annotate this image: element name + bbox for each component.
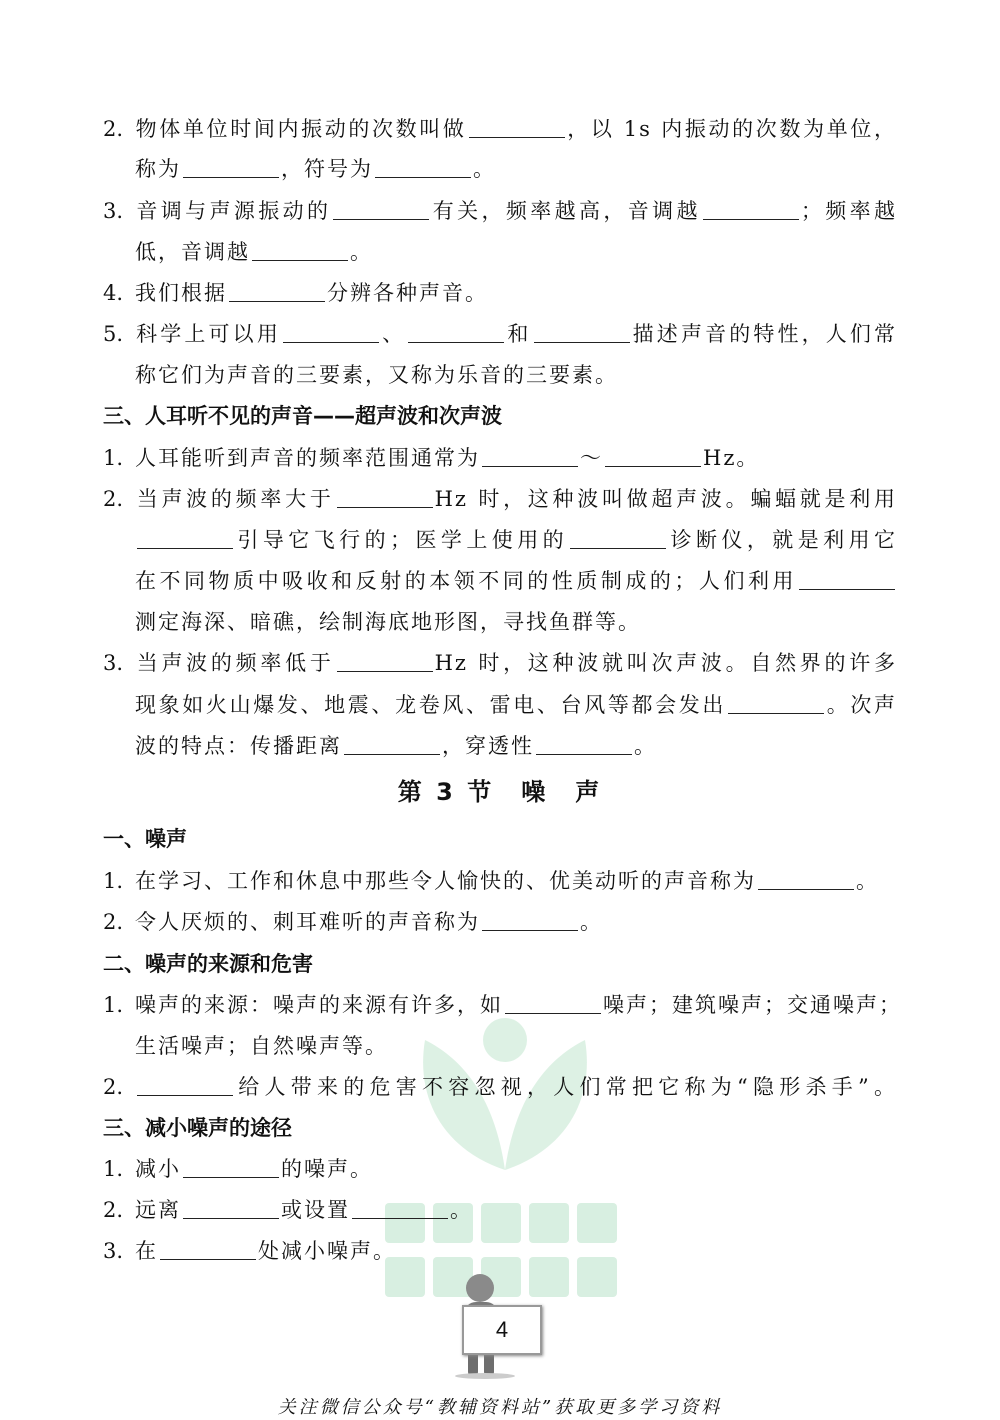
- question-number: 2.: [103, 1075, 124, 1099]
- question-number: 2.: [103, 910, 124, 934]
- fill-in-blank[interactable]: [183, 1196, 279, 1219]
- question-text: Hz。: [703, 446, 760, 470]
- question-text: 波的特点：传播距离: [135, 734, 342, 758]
- section-heading: 三、减小噪声的途径: [103, 1116, 292, 1140]
- question-text: 噪声的来源：噪声的来源有许多，如: [135, 993, 503, 1017]
- question-text: 人耳能听到声音的频率范围通常为: [135, 446, 480, 470]
- question-line: [103, 866, 897, 896]
- question-line: [135, 525, 897, 555]
- question-line: [103, 1072, 897, 1102]
- question-line: [135, 690, 897, 720]
- fill-in-blank[interactable]: [605, 444, 701, 467]
- fill-in-blank[interactable]: [344, 732, 440, 755]
- fill-in-blank[interactable]: [283, 320, 379, 343]
- question-text: ～: [580, 446, 603, 470]
- fill-in-blank[interactable]: [534, 320, 630, 343]
- question-text: 测定海深、暗礁，绘制海底地形图，寻找鱼群等。: [135, 610, 641, 634]
- fill-in-blank[interactable]: [536, 732, 632, 755]
- fill-in-blank[interactable]: [482, 908, 578, 931]
- question-text: 现象如火山爆发、地震、龙卷风、雷电、台风等都会发出: [135, 693, 727, 717]
- question-text: Hz 时，这种波叫做超声波。蝙蝠就是利用: [434, 487, 897, 511]
- question-line: [135, 731, 897, 761]
- fill-in-blank[interactable]: [183, 155, 279, 178]
- question-text: 当声波的频率低于: [135, 651, 335, 675]
- question-text: ，穿透性: [442, 734, 534, 758]
- question-text: 。: [634, 734, 657, 758]
- question-text: 。: [350, 240, 373, 264]
- fill-in-blank[interactable]: [799, 567, 895, 590]
- page-number: 4: [462, 1305, 542, 1355]
- fill-in-blank[interactable]: [570, 526, 666, 549]
- fill-in-blank[interactable]: [728, 691, 824, 714]
- fill-in-blank[interactable]: [352, 1196, 448, 1219]
- fill-in-blank[interactable]: [337, 649, 433, 672]
- question-line: [103, 907, 897, 937]
- question-text: 音调与声源振动的: [135, 199, 332, 223]
- question-text: 减小: [135, 1157, 181, 1181]
- chapter-title: 第 3 节 噪 声: [397, 778, 603, 806]
- question-line: [103, 278, 897, 308]
- question-text: 、: [380, 322, 407, 346]
- fill-in-blank[interactable]: [333, 197, 429, 220]
- fill-in-blank[interactable]: [703, 197, 799, 220]
- question-line: [103, 443, 897, 473]
- question-line: [103, 196, 897, 226]
- question-text: 。次声: [826, 693, 898, 717]
- question-text: 在: [135, 1239, 158, 1263]
- question-text: 当声波的频率大于: [135, 487, 335, 511]
- question-text: 噪声；建筑噪声；交通噪声；: [603, 993, 902, 1017]
- fill-in-blank[interactable]: [469, 115, 565, 138]
- question-number: 1.: [103, 446, 124, 470]
- fill-in-blank[interactable]: [505, 991, 601, 1014]
- fill-in-blank[interactable]: [229, 279, 325, 302]
- question-text: 在学习、工作和休息中那些令人愉快的、优美动听的声音称为: [135, 869, 756, 893]
- question-text: 物体单位时间内振动的次数叫做: [135, 117, 467, 141]
- question-line: [135, 360, 897, 390]
- question-number: 4.: [103, 281, 124, 305]
- fill-in-blank[interactable]: [183, 1155, 279, 1178]
- question-text: Hz 时，这种波就叫次声波。自然界的许多: [434, 651, 897, 675]
- question-line: [103, 1154, 897, 1184]
- fill-in-blank[interactable]: [137, 526, 233, 549]
- question-text: ，以 1s 内振动的次数为单位，: [566, 117, 897, 141]
- question-line: [103, 114, 897, 144]
- question-line: [135, 237, 897, 267]
- question-text: 科学上可以用: [135, 322, 281, 346]
- fill-in-blank[interactable]: [482, 444, 578, 467]
- footer-note: 关注微信公众号“教辅资料站”获取更多学习资料: [277, 1397, 723, 1418]
- question-line: [135, 1031, 897, 1061]
- question-line: [135, 154, 897, 184]
- fill-in-blank[interactable]: [160, 1237, 256, 1260]
- question-number: 3.: [103, 1239, 124, 1263]
- question-number: 3.: [103, 651, 124, 675]
- question-text: 和: [506, 322, 532, 346]
- question-number: 2.: [103, 117, 124, 141]
- question-number: 5.: [103, 322, 124, 346]
- question-line: [103, 484, 897, 514]
- question-text: 令人厌烦的、刺耳难听的声音称为: [135, 910, 480, 934]
- fill-in-blank[interactable]: [758, 867, 854, 890]
- question-text: 分辨各种声音。: [327, 281, 488, 305]
- question-text: ，符号为: [281, 157, 373, 181]
- question-line: [103, 990, 902, 1020]
- question-text: 给人带来的危害不容忽视，人们常把它称为“隐形杀手”。: [235, 1075, 897, 1099]
- section-heading: 二、噪声的来源和危害: [103, 952, 313, 976]
- question-text: 。: [580, 910, 603, 934]
- question-line: [103, 319, 897, 349]
- question-line: [103, 648, 897, 678]
- question-text: 低，音调越: [135, 240, 250, 264]
- question-line: [135, 607, 897, 637]
- question-text: 。: [450, 1198, 473, 1222]
- fill-in-blank[interactable]: [337, 485, 433, 508]
- question-number: 1.: [103, 1157, 124, 1181]
- question-line: [135, 566, 897, 596]
- question-text: 称它们为声音的三要素，又称为乐音的三要素。: [135, 363, 618, 387]
- question-text: 引导它飞行的；医学上使用的: [235, 528, 569, 552]
- question-number: 1.: [103, 993, 124, 1017]
- question-number: 1.: [103, 869, 124, 893]
- fill-in-blank[interactable]: [408, 320, 504, 343]
- question-text: 有关，频率越高，音调越: [431, 199, 701, 223]
- question-text: 处减小噪声。: [258, 1239, 396, 1263]
- question-text: 我们根据: [135, 281, 227, 305]
- question-text: 描述声音的特性，人们常: [631, 322, 898, 346]
- question-text: 称为: [135, 157, 181, 181]
- question-text: 生活噪声；自然噪声等。: [135, 1034, 388, 1058]
- question-text: ；频率越: [800, 199, 897, 223]
- question-text: 或设置: [281, 1198, 350, 1222]
- question-number: 2.: [103, 487, 124, 511]
- question-number: 2.: [103, 1198, 124, 1222]
- question-text: 远离: [135, 1198, 181, 1222]
- fill-in-blank[interactable]: [252, 238, 348, 261]
- question-text: 。: [473, 157, 496, 181]
- question-text: 。: [856, 869, 879, 893]
- question-line: [103, 1236, 897, 1266]
- section-heading: 三、人耳听不见的声音——超声波和次声波: [103, 404, 502, 428]
- fill-in-blank[interactable]: [137, 1073, 233, 1096]
- question-number: 3.: [103, 199, 124, 223]
- question-text: 在不同物质中吸收和反射的本领不同的性质制成的；人们利用: [135, 569, 797, 593]
- section-heading: 一、噪声: [103, 827, 187, 851]
- question-text: 的噪声。: [281, 1157, 373, 1181]
- question-line: [103, 1195, 897, 1225]
- question-text: 诊断仪，就是利用它: [668, 528, 898, 552]
- fill-in-blank[interactable]: [375, 155, 471, 178]
